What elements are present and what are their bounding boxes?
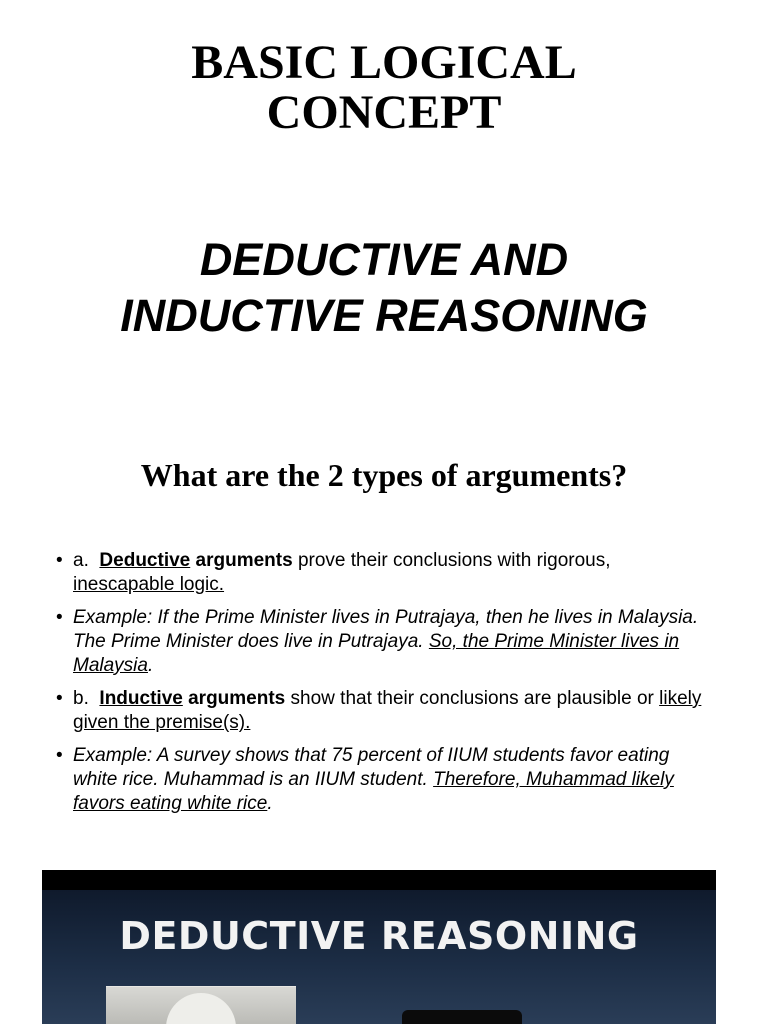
page-subtitle xyxy=(0,232,768,344)
list-item xyxy=(56,606,716,678)
item-text: prove their conclusions with rigorous, xyxy=(297,550,611,571)
page-subtitle-line-1: DEDUCTIVE AND xyxy=(199,234,569,285)
page-subtitle-line-2: INDUCTIVE REASONING xyxy=(120,290,648,341)
question-heading: What are the 2 types of arguments? xyxy=(140,457,628,493)
list-item xyxy=(56,549,716,597)
item-underlined-text: likely given the premise(s). xyxy=(73,688,702,733)
bullet-dot: • xyxy=(56,745,63,766)
portrait-head-shape xyxy=(166,993,236,1024)
item-prefix: a. xyxy=(73,550,89,571)
deductive-reasoning-banner-image xyxy=(42,870,716,1024)
list-item xyxy=(56,744,716,816)
page-title xyxy=(0,38,768,138)
bullet-dot: • xyxy=(56,550,63,571)
page-title-line-1: BASIC LOGICAL xyxy=(191,36,577,89)
item-term: Deductive xyxy=(99,550,191,571)
item-term-suffix: arguments xyxy=(195,550,293,571)
list-item xyxy=(56,687,716,735)
banner-portrait-photo xyxy=(106,986,296,1024)
item-text: Example: A survey shows that 75 percent of IIUM students favor eating white rice. Muhammad is an IIUM student. xyxy=(73,745,670,790)
item-end-punctuation: . xyxy=(147,655,154,676)
page-title-line-2: CONCEPT xyxy=(266,86,502,139)
bullet-dot: • xyxy=(56,607,63,628)
item-underlined-text: Therefore, Muhammad likely favors eating white rice xyxy=(73,769,674,814)
banner-dark-shape xyxy=(402,1010,522,1024)
item-text: show that their conclusions are plausible or xyxy=(290,688,654,709)
bullet-list xyxy=(56,549,716,825)
item-term-suffix: arguments xyxy=(188,688,286,709)
item-underlined-text: So, the Prime Minister lives in Malaysia xyxy=(73,631,680,676)
item-term: Inductive xyxy=(99,688,183,709)
bullet-dot: • xyxy=(56,688,63,709)
item-text: Example: If the Prime Minister lives in Putrajaya, then he lives in Malaysia. The Prime Minister does live in Putrajaya. xyxy=(73,607,699,652)
item-end-punctuation: . xyxy=(267,793,273,814)
banner-title: DEDUCTIVE REASONING xyxy=(119,914,639,958)
item-underlined-text: inescapable logic. xyxy=(73,574,225,595)
item-prefix: b. xyxy=(73,688,89,709)
